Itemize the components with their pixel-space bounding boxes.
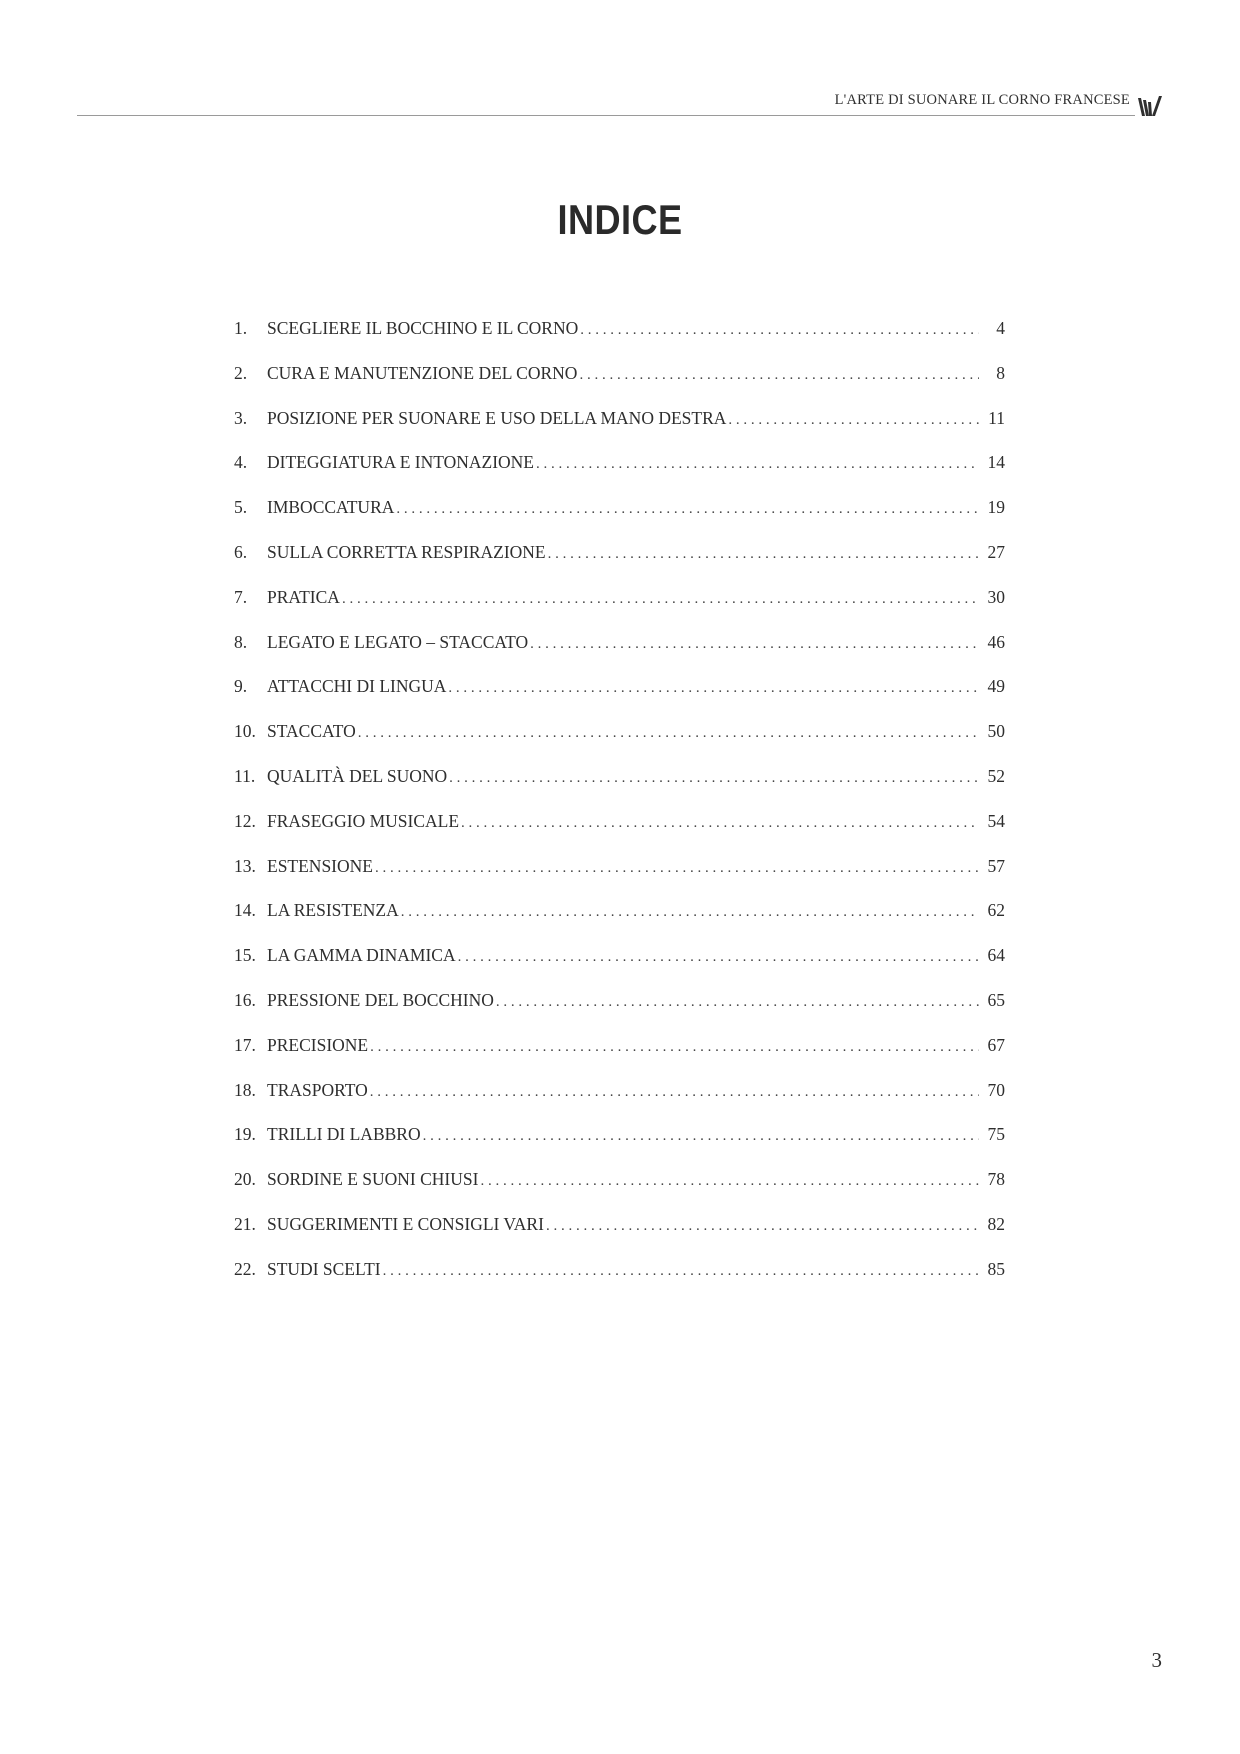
- toc-entry-title: ESTENSIONE: [267, 855, 373, 876]
- toc-entry-title: LA GAMMA DINAMICA: [267, 945, 456, 966]
- toc-dot-leader: [401, 904, 979, 921]
- toc-entry-number: 1.: [234, 318, 248, 338]
- toc-entry-number: 16.: [234, 989, 256, 1010]
- toc-entry-title: PRATICA: [267, 586, 340, 607]
- toc-entry-title: TRASPORTO: [267, 1079, 368, 1100]
- toc-dot-leader: [461, 815, 979, 832]
- toc-entry: [234, 1214, 1005, 1259]
- toc-entry-title: SORDINE E SUONI CHIUSI: [267, 1169, 479, 1190]
- toc-dot-leader: [480, 1173, 979, 1190]
- toc-entry-title: STACCATO: [267, 721, 356, 742]
- toc-dot-leader: [375, 860, 979, 877]
- toc-dot-leader: [383, 1263, 979, 1280]
- toc-entry: [234, 1259, 1005, 1304]
- toc-entry-page: 49: [987, 676, 1005, 697]
- toc-entry-number: 13.: [234, 855, 256, 876]
- toc-entry-title: STUDI SCELTI: [267, 1258, 381, 1279]
- toc-entry-number: 19.: [234, 1124, 256, 1145]
- toc-entry: [234, 990, 1005, 1035]
- toc-entry-page: 75: [987, 1124, 1005, 1145]
- toc-entry-page: 82: [987, 1213, 1005, 1234]
- toc-entry-number: 12.: [234, 810, 256, 831]
- toc-entry: [234, 811, 1005, 856]
- toc-dot-leader: [458, 949, 979, 966]
- toc-entry-page: 52: [987, 765, 1005, 786]
- toc-dot-leader: [579, 367, 979, 384]
- toc-entry-page: 85: [987, 1258, 1005, 1279]
- toc-entry-title: SCEGLIERE IL BOCCHINO E IL CORNO: [267, 318, 579, 338]
- toc-dot-leader: [580, 322, 979, 339]
- toc-entry: [234, 408, 1005, 453]
- toc-entry-title: DITEGGIATURA E INTONAZIONE: [267, 452, 534, 473]
- page-number: 3: [1151, 1648, 1162, 1672]
- toc-entry: [234, 945, 1005, 990]
- toc-entry-number: 22.: [234, 1258, 256, 1279]
- toc-entry-page: 70: [987, 1079, 1005, 1100]
- toc-dot-leader: [423, 1128, 979, 1145]
- toc-entry-number: 7.: [234, 586, 248, 607]
- toc-entry-title: PRESSIONE DEL BOCCHINO: [267, 989, 494, 1010]
- toc-entry-title: LA RESISTENZA: [267, 900, 399, 921]
- toc-entry: [234, 1169, 1005, 1214]
- toc-entry-page: 27: [987, 541, 1005, 562]
- toc-entry-number: 5.: [234, 497, 248, 518]
- table-of-contents: [234, 318, 1005, 1304]
- toc-entry: [234, 587, 1005, 632]
- toc-entry: [234, 721, 1005, 766]
- toc-entry-page: 19: [987, 497, 1005, 518]
- toc-entry-title: SULLA CORRETTA RESPIRAZIONE: [267, 541, 546, 562]
- toc-entry-number: 6.: [234, 541, 248, 562]
- toc-entry-title: PRECISIONE: [267, 1034, 369, 1055]
- toc-entry-number: 3.: [234, 407, 248, 428]
- toc-entry-page: 67: [987, 1034, 1005, 1055]
- toc-entry: [234, 497, 1005, 542]
- toc-entry-number: 9.: [234, 676, 248, 697]
- toc-entry-page: 50: [987, 721, 1005, 742]
- toc-entry-page: 57: [987, 855, 1005, 876]
- toc-entry-title: CURA E MANUTENZIONE DEL CORNO: [267, 362, 578, 383]
- toc-entry: [234, 363, 1005, 408]
- running-header: L'ARTE DI SUONARE IL CORNO FRANCESE: [834, 92, 1130, 108]
- toc-entry: [234, 1035, 1005, 1080]
- toc-entry-title: LEGATO E LEGATO – STACCATO: [267, 631, 529, 652]
- toc-entry-number: 15.: [234, 945, 256, 966]
- toc-dot-leader: [536, 456, 979, 473]
- toc-entry: [234, 900, 1005, 945]
- toc-entry-page: 30: [987, 586, 1005, 607]
- toc-entry: [234, 318, 1005, 363]
- toc-dot-leader: [548, 546, 979, 563]
- toc-entry-number: 11.: [234, 765, 256, 786]
- toc-entry-page: 14: [987, 452, 1005, 473]
- toc-entry-title: ATTACCHI DI LINGUA: [267, 676, 447, 697]
- toc-entry-number: 20.: [234, 1169, 256, 1190]
- toc-entry-number: 14.: [234, 900, 256, 921]
- toc-entry-number: 4.: [234, 452, 248, 473]
- toc-entry: [234, 1124, 1005, 1169]
- toc-dot-leader: [370, 1039, 979, 1056]
- toc-entry-number: 18.: [234, 1079, 256, 1100]
- toc-dot-leader: [448, 680, 979, 697]
- toc-entry-page: 64: [987, 945, 1005, 966]
- toc-entry: [234, 676, 1005, 721]
- toc-entry-number: 17.: [234, 1034, 256, 1055]
- header-rule: [77, 115, 1135, 116]
- toc-entry-number: 8.: [234, 631, 248, 652]
- toc-entry: [234, 766, 1005, 811]
- toc-dot-leader: [342, 591, 979, 608]
- toc-entry-number: 21.: [234, 1213, 256, 1234]
- toc-entry-page: 65: [987, 989, 1005, 1010]
- toc-entry: [234, 1080, 1005, 1125]
- toc-dot-leader: [530, 636, 979, 653]
- toc-entry-page: 4: [996, 318, 1005, 338]
- toc-dot-leader: [449, 770, 979, 787]
- toc-entry-page: 78: [987, 1169, 1005, 1190]
- toc-dot-leader: [546, 1218, 979, 1235]
- toc-entry: [234, 542, 1005, 587]
- toc-entry-title: TRILLI DI LABBRO: [267, 1124, 421, 1145]
- toc-entry-title: IMBOCCATURA: [267, 497, 395, 518]
- toc-dot-leader: [728, 412, 979, 429]
- toc-dot-leader: [396, 501, 979, 518]
- toc-entry-page: 62: [987, 900, 1005, 921]
- toc-entry-title: POSIZIONE PER SUONARE E USO DELLA MANO DESTRA: [267, 407, 727, 428]
- toc-entry-title: FRASEGGIO MUSICALE: [267, 810, 460, 831]
- toc-entry-number: 10.: [234, 721, 256, 742]
- toc-entry: [234, 856, 1005, 901]
- page-title: INDICE: [557, 196, 683, 243]
- publisher-logo-icon: [1138, 96, 1162, 118]
- toc-entry-title: SUGGERIMENTI E CONSIGLI VARI: [267, 1213, 544, 1234]
- toc-entry: [234, 452, 1005, 497]
- toc-entry-page: 11: [988, 407, 1005, 428]
- toc-entry-page: 54: [987, 810, 1005, 831]
- toc-dot-leader: [358, 725, 979, 742]
- toc-entry: [234, 632, 1005, 677]
- toc-dot-leader: [370, 1084, 979, 1101]
- toc-entry-page: 46: [987, 631, 1005, 652]
- toc-entry-number: 2.: [234, 362, 248, 383]
- toc-entry-page: 8: [996, 362, 1005, 383]
- toc-dot-leader: [496, 994, 979, 1011]
- toc-entry-title: QUALITÀ DEL SUONO: [267, 765, 448, 786]
